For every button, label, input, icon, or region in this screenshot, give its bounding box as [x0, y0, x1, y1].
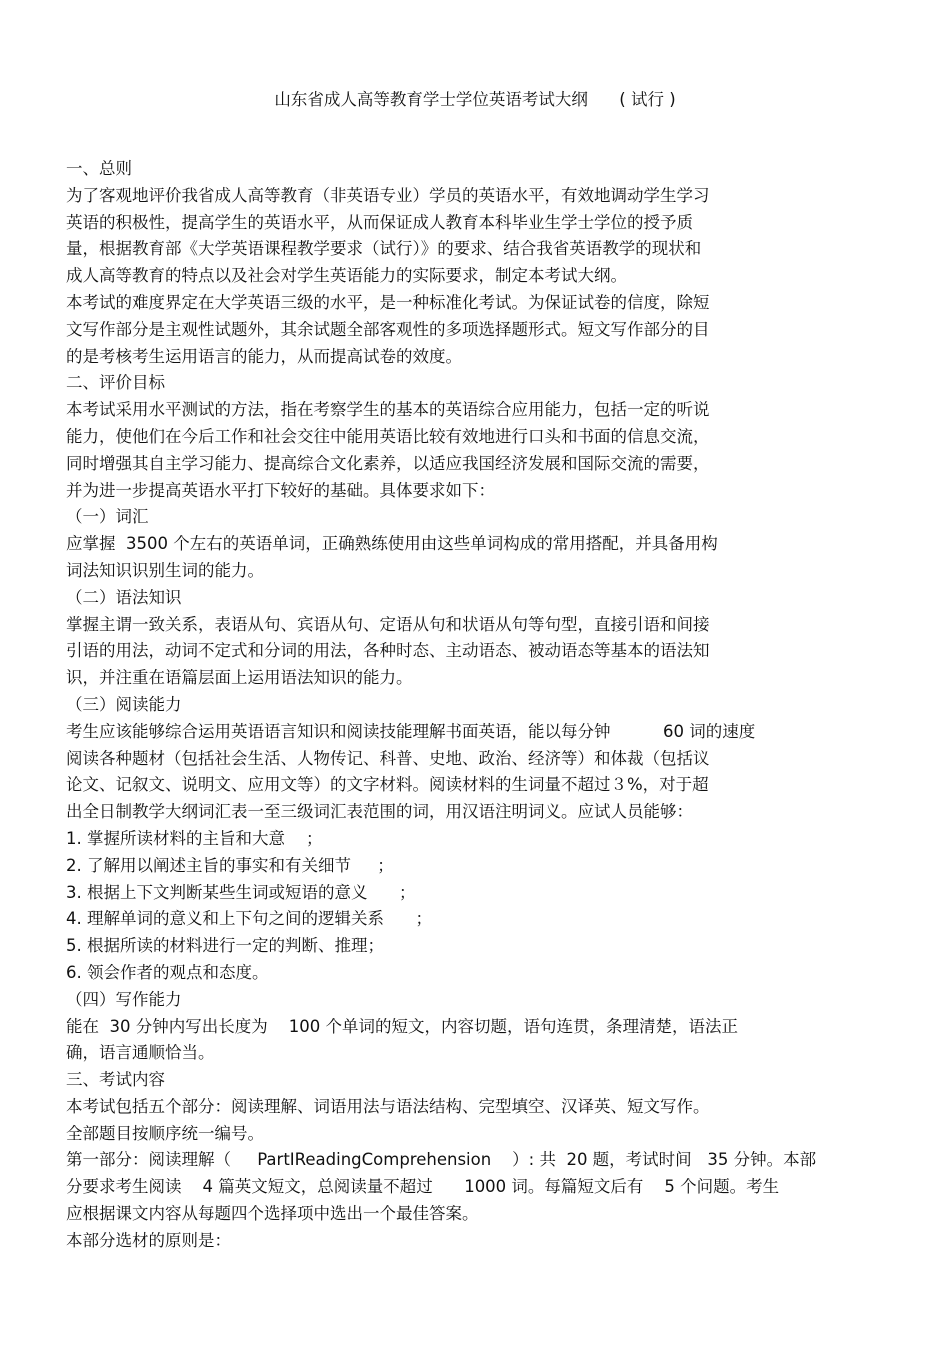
paragraph-line: 的是考核考生运用语言的能力，从而提高试卷的效度。	[66, 346, 462, 366]
paragraph-line: 为了客观地评价我省成人高等教育（非英语专业）学员的英语水平，有效地调动学生学习	[66, 185, 710, 205]
paragraph-line: 并为进一步提高英语水平打下较好的基础。具体要求如下：	[66, 480, 495, 500]
paragraph-line: 本部分选材的原则是：	[66, 1230, 231, 1250]
paragraph-line: 文写作部分是主观性试题外，其余试题全部客观性的多项选择题形式。短文写作部分的目	[66, 319, 710, 339]
paragraph-line: 掌握主谓一致关系，表语从句、宾语从句、定语从句和状语从句等句型，直接引语和间接	[66, 614, 710, 634]
paragraph-line: 本考试包括五个部分：阅读理解、词语用法与语法结构、完型填空、汉译英、短文写作。	[66, 1096, 710, 1116]
section-heading: 二、评价目标	[66, 373, 165, 393]
paragraph-line: 同时增强其自主学习能力、提高综合文化素养，以适应我国经济发展和国际交流的需要，	[66, 453, 710, 473]
paragraph-line: 分要求考生阅读 4 篇英文短文，总阅读量不超过 1000 词。每篇短文后有 5 个问题。考生	[66, 1177, 780, 1197]
list-item: 4. 理解单词的意义和上下句之间的逻辑关系 ；	[66, 909, 432, 929]
paragraph-line: 应根据课文内容从每题四个选择项中选出一个最佳答案。	[66, 1204, 479, 1224]
paragraph-line: 考生应该能够综合运用英语语言知识和阅读技能理解书面英语，能以每分钟 60 词的速度	[66, 721, 756, 741]
paragraph-line: 确，语言通顺恰当。	[66, 1043, 215, 1063]
paragraph-line: 英语的积极性，提高学生的英语水平，从而保证成人教育本科毕业生学士学位的授予质	[66, 212, 693, 232]
paragraph-line: 第一部分：阅读理解（ PartIReadingComprehension ）: 共 20 题，考试时间 35 分钟。本部	[66, 1150, 817, 1170]
paragraph-line: 出全日制教学大纲词汇表一至三级词汇表范围的词，用汉语注明词义。应试人员能够：	[66, 802, 693, 822]
subsection-heading: （二）语法知识	[66, 587, 182, 607]
paragraph-line: 本考试采用水平测试的方法，指在考察学生的基本的英语综合应用能力，包括一定的听说	[66, 400, 710, 420]
list-item: 5. 根据所读的材料进行一定的判断、推理；	[66, 936, 384, 956]
subsection-heading: （三）阅读能力	[66, 694, 182, 714]
paragraph-line: 论文、记叙文、说明文、应用文等）的文字材料。阅读材料的生词量不超过３%，对于超	[66, 775, 709, 795]
paragraph-line: 阅读各种题材（包括社会生活、人物传记、科普、史地、政治、经济等）和体裁（包括议	[66, 748, 710, 768]
paragraph-line: 能在 30 分钟内写出长度为 100 个单词的短文，内容切题，语句连贯，条理清楚，语法正	[66, 1016, 738, 1036]
paragraph-line: 成人高等教育的特点以及社会对学生英语能力的实际要求，制定本考试大纲。	[66, 266, 627, 286]
paragraph-line: 能力，使他们在今后工作和社会交往中能用英语比较有效地进行口头和书面的信息交流，	[66, 426, 710, 446]
list-item: 3. 根据上下文判断某些生词或短语的意义 ；	[66, 882, 416, 902]
document-title: 山东省成人高等教育学士学位英语考试大纲 ( 试行 )	[274, 90, 676, 109]
paragraph-line: 应掌握 3500 个左右的英语单词，正确熟练使用由这些单词构成的常用搭配，并具备用构	[66, 534, 718, 554]
subsection-heading: （四）写作能力	[66, 989, 182, 1009]
list-item: 2. 了解用以阐述主旨的事实和有关细节 ；	[66, 855, 394, 875]
list-item: 6. 领会作者的观点和态度。	[66, 962, 269, 982]
section-heading: 一、总则	[66, 159, 132, 178]
paragraph-line: 词法知识识别生词的能力。	[66, 560, 264, 580]
list-item: 1. 掌握所读材料的主旨和大意 ；	[66, 828, 323, 848]
subsection-heading: （一）词汇	[66, 507, 149, 527]
document-body	[66, 156, 886, 1255]
paragraph-line: 识，并注重在语篇层面上运用语法知识的能力。	[66, 668, 413, 688]
paragraph-line: 引语的用法，动词不定式和分词的用法，各种时态、主动语态、被动语态等基本的语法知	[66, 641, 710, 661]
section-heading: 三、考试内容	[66, 1070, 165, 1090]
paragraph-line: 全部题目按顺序统一编号。	[66, 1123, 264, 1143]
paragraph-line: 本考试的难度界定在大学英语三级的水平，是一种标准化考试。为保证试卷的信度，除短	[66, 292, 710, 312]
paragraph-line: 量，根据教育部《大学英语课程教学要求（试行）》的要求、结合我省英语教学的现状和	[66, 239, 702, 259]
